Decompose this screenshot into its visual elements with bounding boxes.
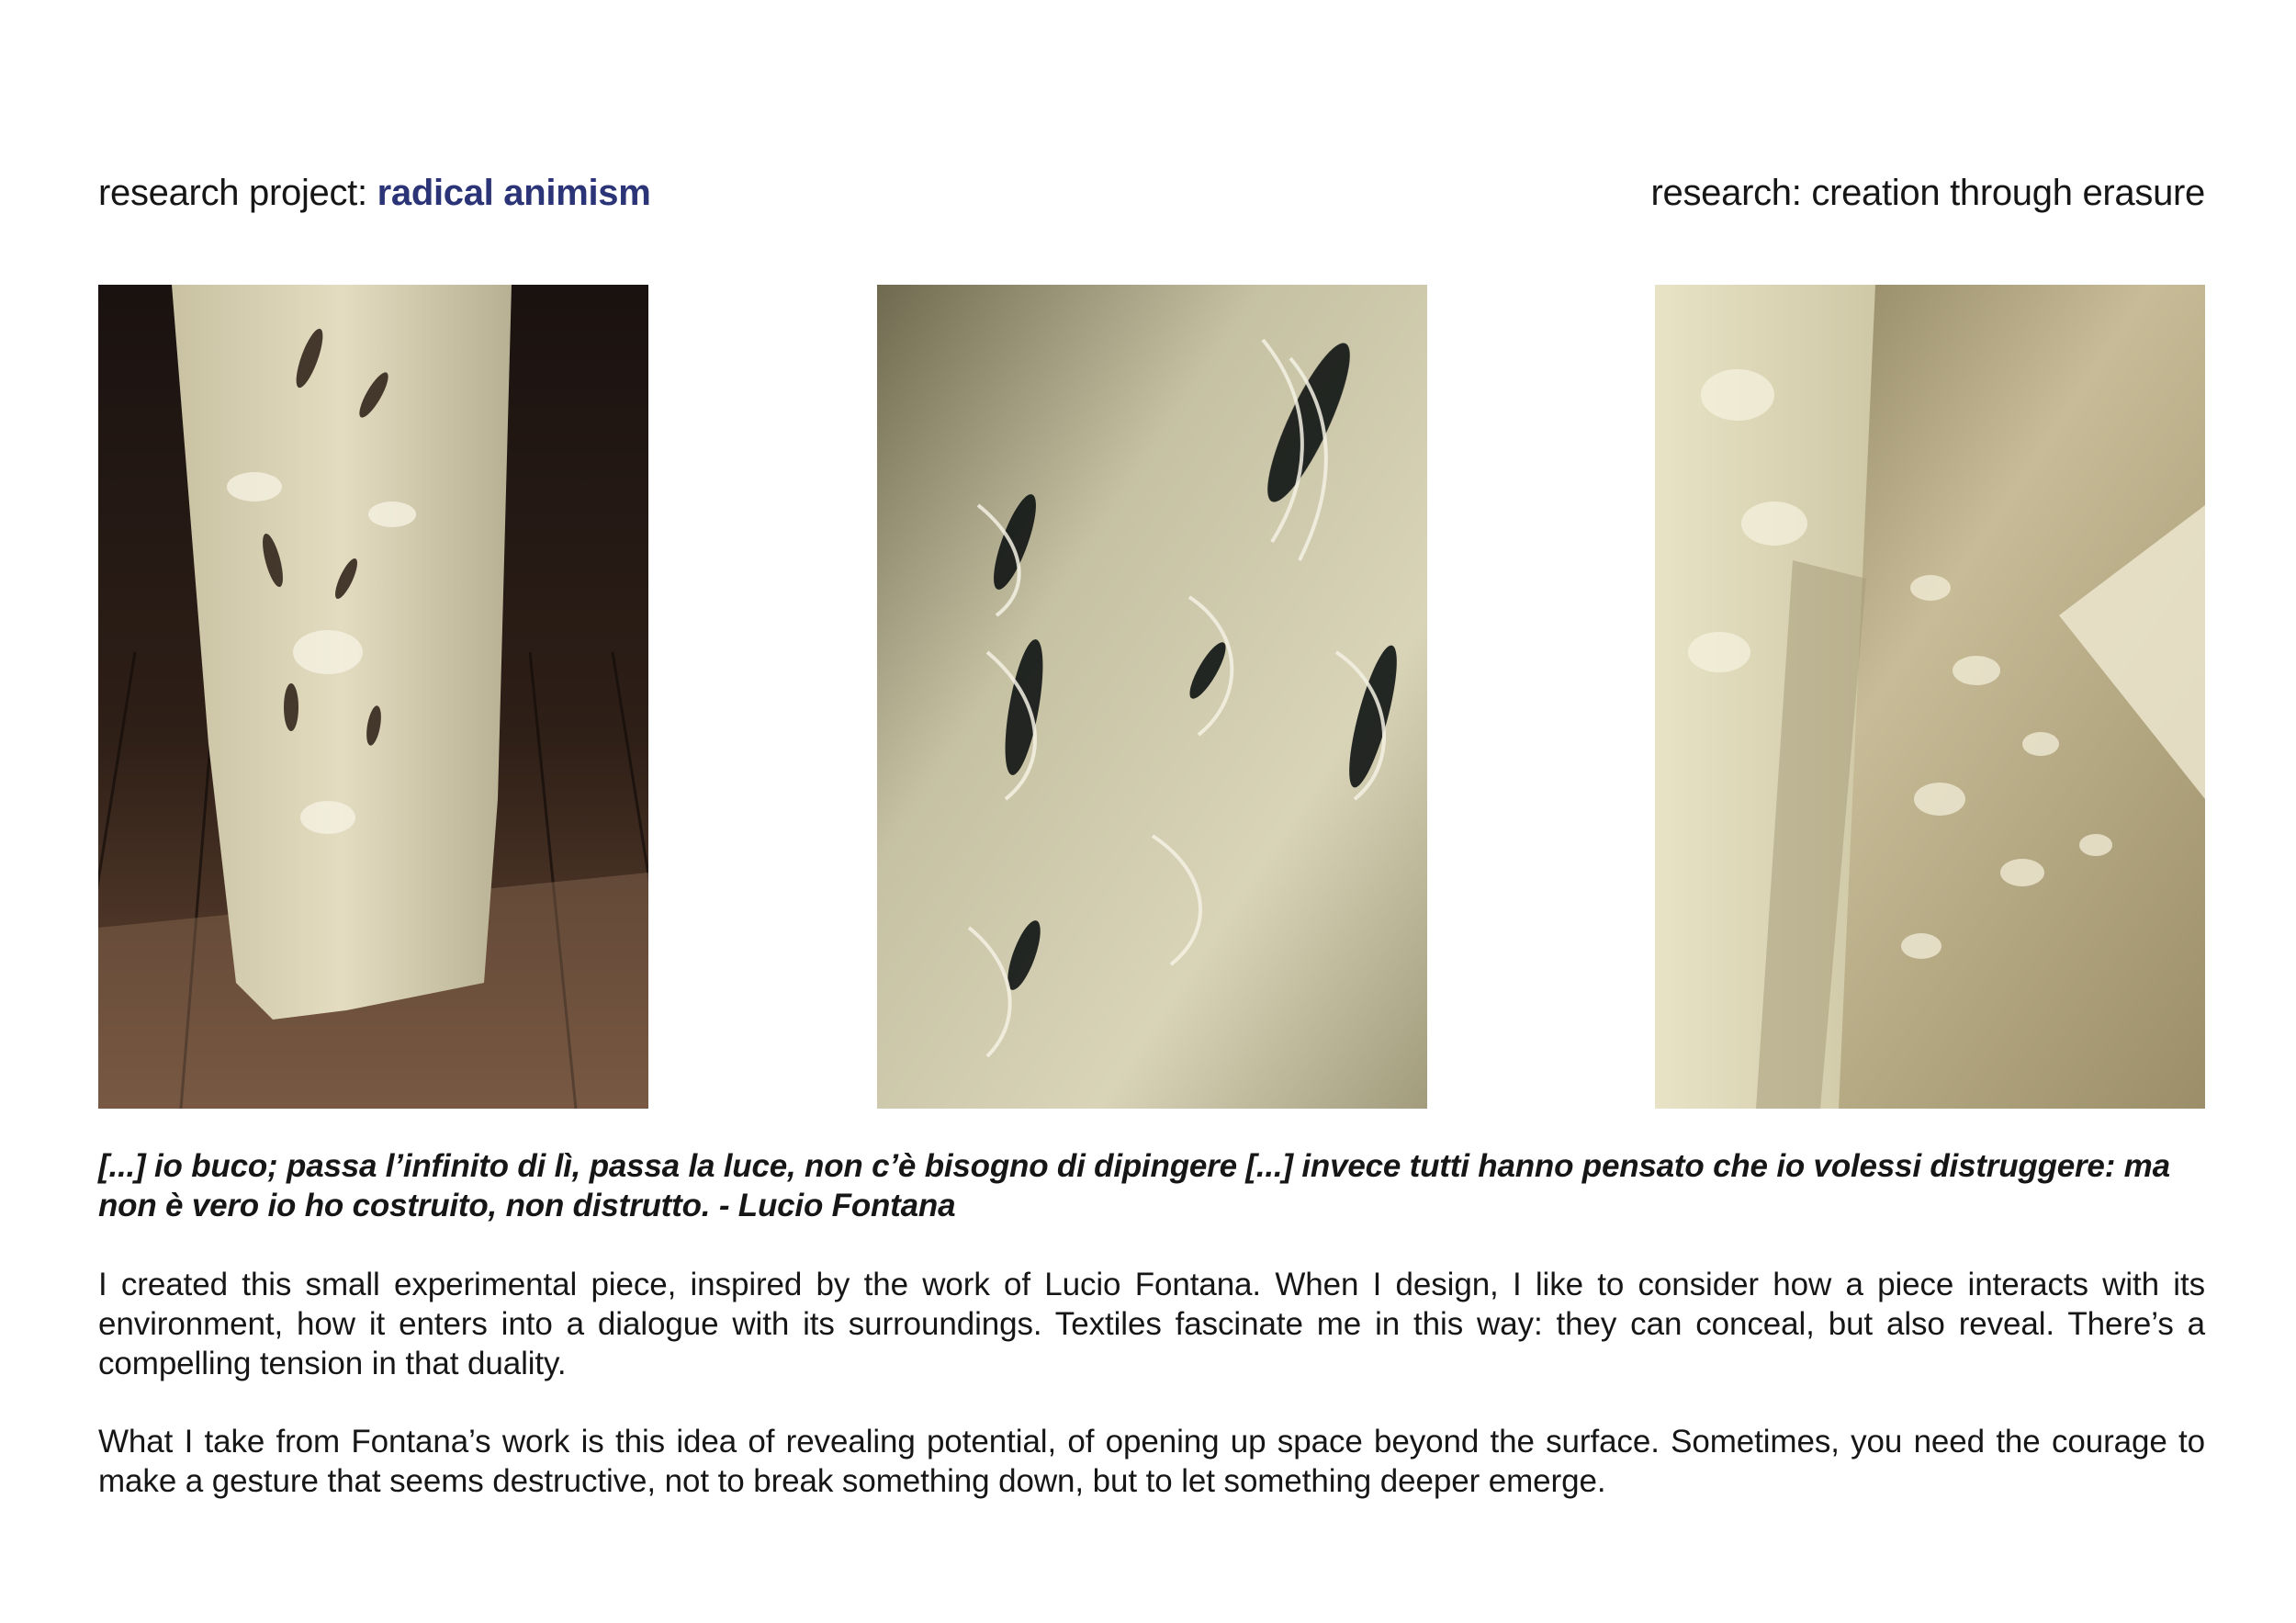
body-paragraph-1: I created this small experimental piece, inspired by the work of Lucio Fontana. When I design, I like to consider how a piece interacts with its environment, how it enters into a dialogue with its surroundings. Textiles fascinate me in this way: they can conceal, but also reveal. There’s a compelling tension in that duality.: [98, 1267, 2205, 1381]
body-paragraph-2: What I take from Fontana’s work is this idea of revealing potential, of opening up space beyond the surface. Sometimes, you need the courage to make a gesture that seems destructive, not to break something down, but to let something deeper emerge.: [98, 1424, 2205, 1499]
project-title-prefix: research project:: [98, 173, 377, 213]
photo-fabric-closeup: [877, 285, 1427, 1109]
fontana-quote: [...] io buco; passa l’infinito di lì, passa la luce, non c’è bisogno di dipingere [...] invece tutti hanno pensato che io volessi distruggere: ma non è vero io ho costruito, non distrutto. - Lucio Fontana: [98, 1148, 2170, 1223]
photo-fabric-hanging: [98, 285, 648, 1109]
project-title: [98, 173, 651, 214]
project-title-highlight: radical animism: [377, 173, 651, 213]
research-subtitle: research: creation through erasure: [1650, 173, 2205, 213]
photo-fabric-light: [1655, 285, 2205, 1109]
